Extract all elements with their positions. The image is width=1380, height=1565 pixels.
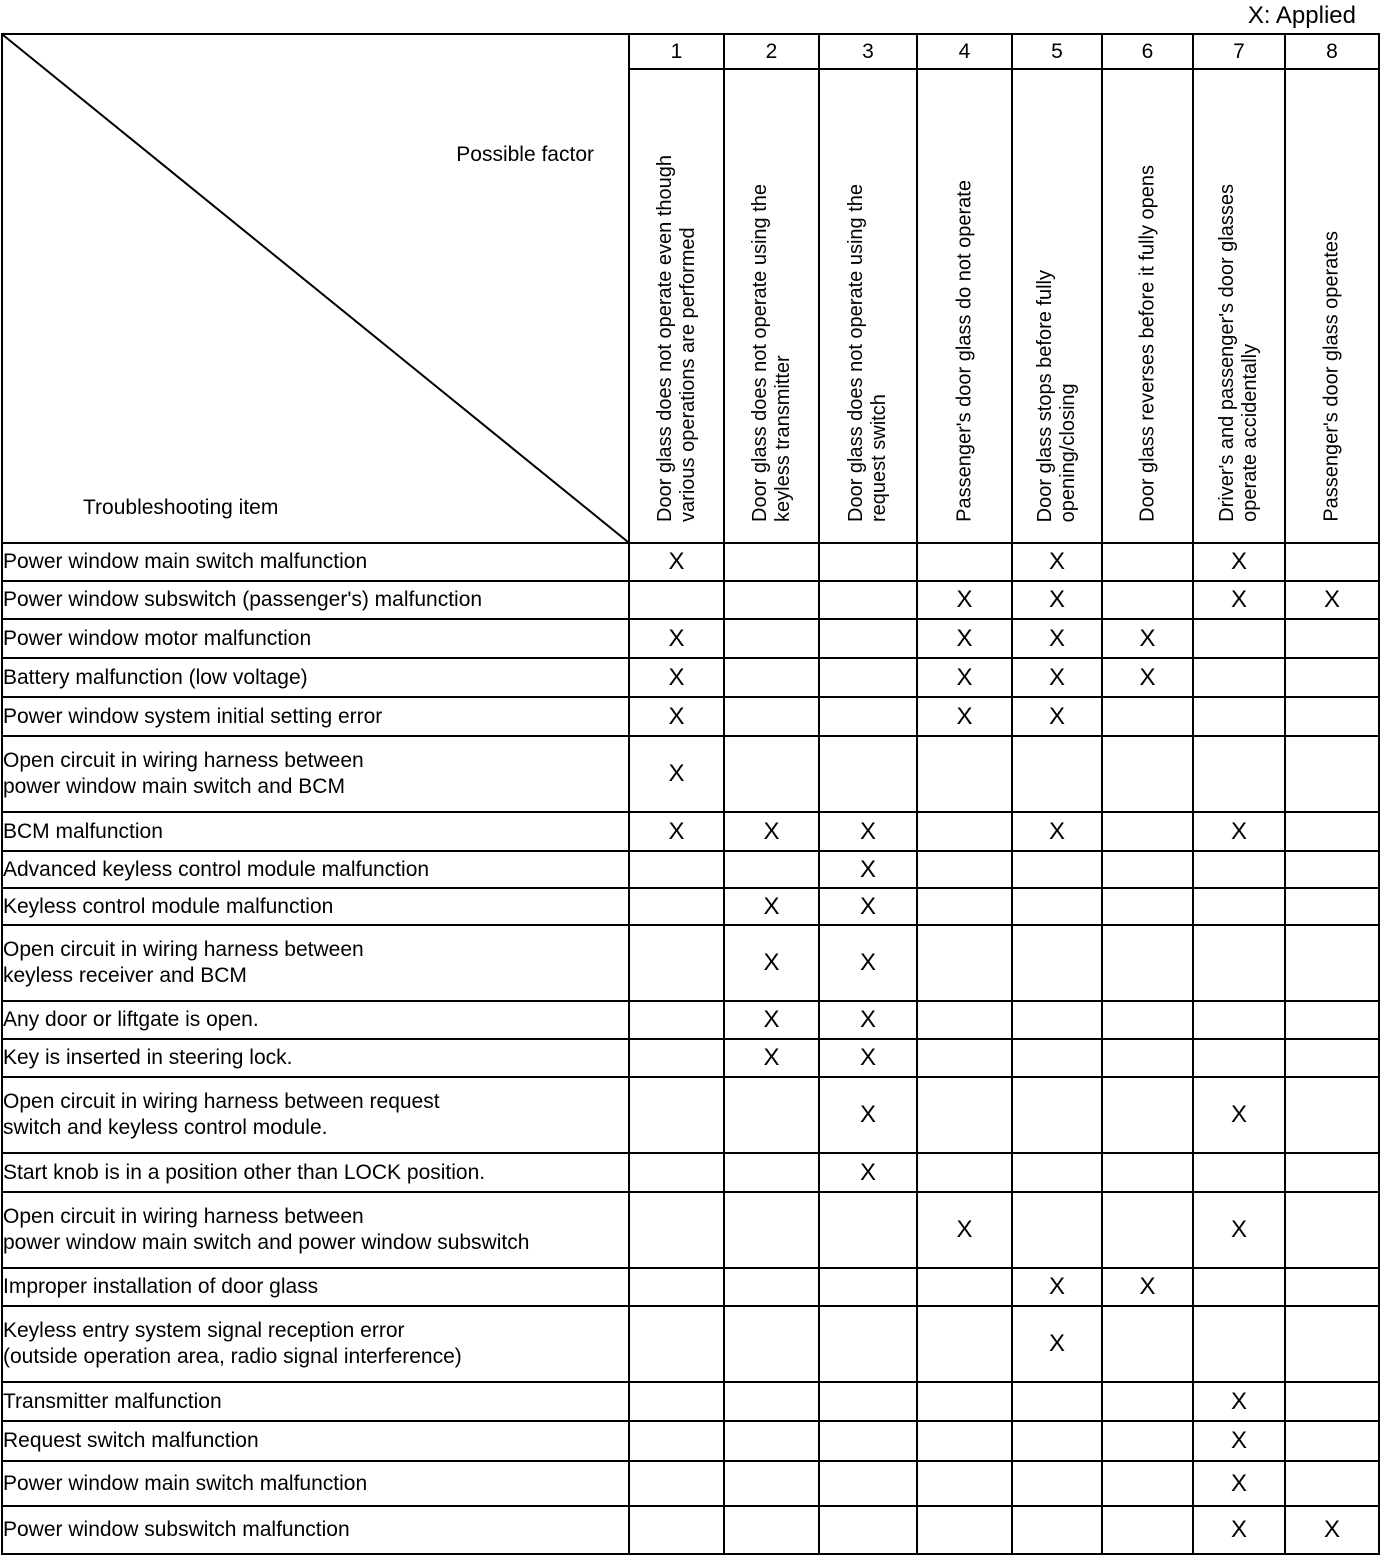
table-row [2, 1506, 1379, 1554]
applied-mark-cell [1012, 1421, 1102, 1461]
applied-mark-cell [917, 1077, 1012, 1153]
applied-mark-cell [1285, 812, 1379, 851]
applied-mark-cell: X [917, 1192, 1012, 1268]
applied-mark-cell [1193, 1039, 1285, 1077]
applied-mark-cell [1193, 1153, 1285, 1192]
applied-mark-cell [629, 888, 724, 925]
applied-mark-cell [1012, 736, 1102, 812]
applied-mark-cell: X [819, 1001, 917, 1039]
applied-mark-cell [629, 1268, 724, 1306]
applied-mark-cell [917, 1506, 1012, 1554]
applied-mark-cell [724, 1461, 819, 1506]
applied-mark-cell [1012, 1192, 1102, 1268]
applied-mark-cell [1012, 1382, 1102, 1421]
troubleshooting-item-cell: Keyless entry system signal reception error (outside operation area, radio signal interference) [2, 1306, 629, 1382]
applied-mark-cell: X [819, 1077, 917, 1153]
applied-mark-cell [1285, 1001, 1379, 1039]
applied-mark-cell: X [917, 658, 1012, 697]
applied-mark-cell [1285, 1268, 1379, 1306]
applied-mark-cell [1285, 543, 1379, 581]
applied-mark-cell [1285, 1306, 1379, 1382]
legend-applied: X: Applied [1247, 2, 1356, 29]
troubleshooting-item-cell: Open circuit in wiring harness between request switch and keyless control module. [2, 1077, 629, 1153]
table-row [2, 1421, 1379, 1461]
applied-mark-cell [1102, 581, 1193, 619]
table-row [2, 1306, 1379, 1382]
column-description-8 [1285, 69, 1379, 543]
applied-mark-cell [1285, 1153, 1379, 1192]
applied-mark-cell [1193, 697, 1285, 736]
column-description-2 [724, 69, 819, 543]
applied-mark-cell [917, 1039, 1012, 1077]
applied-mark-cell [724, 1382, 819, 1421]
applied-mark-cell [1193, 658, 1285, 697]
applied-mark-cell: X [819, 1039, 917, 1077]
column-number-1: 1 [629, 34, 724, 69]
applied-mark-cell: X [1285, 1506, 1379, 1554]
applied-mark-cell [724, 1506, 819, 1554]
applied-mark-cell [1102, 1039, 1193, 1077]
applied-mark-cell [629, 1461, 724, 1506]
applied-mark-cell [917, 1306, 1012, 1382]
applied-mark-cell: X [1012, 1306, 1102, 1382]
applied-mark-cell: X [1012, 543, 1102, 581]
table-row [2, 1382, 1379, 1421]
applied-mark-cell: X [1193, 581, 1285, 619]
applied-mark-cell: X [819, 925, 917, 1001]
applied-mark-cell: X [1285, 581, 1379, 619]
table-row [2, 1268, 1379, 1306]
column-description-text: Door glass does not operate using the request switch [845, 184, 890, 522]
applied-mark-cell [724, 581, 819, 619]
applied-mark-cell [1102, 925, 1193, 1001]
applied-mark-cell: X [1102, 1268, 1193, 1306]
applied-mark-cell [917, 1382, 1012, 1421]
applied-mark-cell [1193, 619, 1285, 658]
applied-mark-cell: X [1012, 812, 1102, 851]
table-row [2, 925, 1379, 1001]
applied-mark-cell [1102, 1506, 1193, 1554]
troubleshooting-item-cell: Key is inserted in steering lock. [2, 1039, 629, 1077]
applied-mark-cell [1102, 1382, 1193, 1421]
applied-mark-cell [819, 581, 917, 619]
applied-mark-cell [629, 1506, 724, 1554]
applied-mark-cell: X [1102, 619, 1193, 658]
column-description-text: Door glass stops before fully opening/closing [1034, 269, 1079, 522]
applied-mark-cell [1285, 619, 1379, 658]
applied-mark-cell [819, 619, 917, 658]
column-number-7: 7 [1193, 34, 1285, 69]
applied-mark-cell [1285, 925, 1379, 1001]
applied-mark-cell [1285, 1039, 1379, 1077]
applied-mark-cell: X [724, 925, 819, 1001]
troubleshooting-item-label: Troubleshooting item [83, 496, 279, 519]
applied-mark-cell [1012, 888, 1102, 925]
applied-mark-cell [917, 888, 1012, 925]
troubleshooting-item-cell: Transmitter malfunction [2, 1382, 629, 1421]
applied-mark-cell [724, 1153, 819, 1192]
applied-mark-cell [1102, 697, 1193, 736]
table-row [2, 619, 1379, 658]
applied-mark-cell [819, 736, 917, 812]
applied-mark-cell: X [1012, 658, 1102, 697]
applied-mark-cell [724, 697, 819, 736]
column-description-4 [917, 69, 1012, 543]
troubleshooting-item-cell: Power window subswitch malfunction [2, 1506, 629, 1554]
column-description-3 [819, 69, 917, 543]
applied-mark-cell [1102, 543, 1193, 581]
column-number-5: 5 [1012, 34, 1102, 69]
applied-mark-cell [1285, 658, 1379, 697]
applied-mark-cell [724, 1306, 819, 1382]
applied-mark-cell: X [819, 812, 917, 851]
table-row [2, 1077, 1379, 1153]
applied-mark-cell [819, 658, 917, 697]
possible-factor-label: Possible factor [456, 143, 594, 166]
applied-mark-cell [1285, 1461, 1379, 1506]
applied-mark-cell [1012, 851, 1102, 888]
applied-mark-cell [917, 851, 1012, 888]
applied-mark-cell [629, 1077, 724, 1153]
applied-mark-cell [1012, 1153, 1102, 1192]
applied-mark-cell [1102, 1421, 1193, 1461]
applied-mark-cell: X [1193, 1077, 1285, 1153]
applied-mark-cell: X [629, 812, 724, 851]
applied-mark-cell: X [917, 697, 1012, 736]
applied-mark-cell: X [629, 658, 724, 697]
applied-mark-cell [819, 1506, 917, 1554]
applied-mark-cell [1193, 888, 1285, 925]
column-number-8: 8 [1285, 34, 1379, 69]
applied-mark-cell [917, 736, 1012, 812]
applied-mark-cell [724, 736, 819, 812]
applied-mark-cell [819, 1421, 917, 1461]
troubleshooting-item-cell: Open circuit in wiring harness between power window main switch and BCM [2, 736, 629, 812]
column-description-1 [629, 69, 724, 543]
applied-mark-cell [1285, 736, 1379, 812]
applied-mark-cell [1285, 697, 1379, 736]
applied-mark-cell: X [1193, 543, 1285, 581]
applied-mark-cell [1285, 1077, 1379, 1153]
table-row [2, 1153, 1379, 1192]
applied-mark-cell: X [1193, 1382, 1285, 1421]
applied-mark-cell [1012, 1039, 1102, 1077]
table-row [2, 1192, 1379, 1268]
troubleshooting-item-cell: Power window main switch malfunction [2, 543, 629, 581]
table-row [2, 888, 1379, 925]
applied-mark-cell: X [1193, 1421, 1285, 1461]
applied-mark-cell: X [724, 812, 819, 851]
table-row [2, 851, 1379, 888]
table-row [2, 812, 1379, 851]
applied-mark-cell [819, 543, 917, 581]
applied-mark-cell [1285, 1421, 1379, 1461]
troubleshooting-item-cell: Open circuit in wiring harness between power window main switch and power window subswitch [2, 1192, 629, 1268]
column-description-5 [1012, 69, 1102, 543]
column-description-6 [1102, 69, 1193, 543]
applied-mark-cell [1285, 1382, 1379, 1421]
applied-mark-cell [1285, 1192, 1379, 1268]
applied-mark-cell [1193, 1001, 1285, 1039]
applied-mark-cell [819, 1382, 917, 1421]
applied-mark-cell [1012, 1461, 1102, 1506]
applied-mark-cell [1193, 1306, 1285, 1382]
applied-mark-cell [629, 581, 724, 619]
applied-mark-cell: X [629, 736, 724, 812]
troubleshooting-item-cell: Power window motor malfunction [2, 619, 629, 658]
applied-mark-cell [1193, 736, 1285, 812]
troubleshooting-matrix [1, 33, 1380, 1555]
troubleshooting-item-cell: Power window system initial setting error [2, 697, 629, 736]
table-row [2, 581, 1379, 619]
column-description-7 [1193, 69, 1285, 543]
applied-mark-cell [819, 1192, 917, 1268]
troubleshooting-item-cell: Any door or liftgate is open. [2, 1001, 629, 1039]
applied-mark-cell: X [629, 543, 724, 581]
column-description-text: Door glass does not operate even though various operations are performed [653, 155, 699, 522]
column-number-2: 2 [724, 34, 819, 69]
applied-mark-cell: X [629, 697, 724, 736]
diagonal-line [3, 35, 628, 542]
applied-mark-cell [1012, 925, 1102, 1001]
applied-mark-cell [1012, 1001, 1102, 1039]
troubleshooting-item-cell: Power window subswitch (passenger's) malfunction [2, 581, 629, 619]
applied-mark-cell [1012, 1506, 1102, 1554]
troubleshooting-item-cell: Request switch malfunction [2, 1421, 629, 1461]
applied-mark-cell: X [1193, 1192, 1285, 1268]
troubleshooting-item-cell: Keyless control module malfunction [2, 888, 629, 925]
table-row [2, 543, 1379, 581]
applied-mark-cell [917, 1461, 1012, 1506]
troubleshooting-item-cell: Power window main switch malfunction [2, 1461, 629, 1506]
applied-mark-cell [629, 1153, 724, 1192]
applied-mark-cell [1193, 851, 1285, 888]
applied-mark-cell: X [1102, 658, 1193, 697]
applied-mark-cell: X [819, 851, 917, 888]
applied-mark-cell [917, 1421, 1012, 1461]
applied-mark-cell: X [1012, 1268, 1102, 1306]
applied-mark-cell: X [724, 1001, 819, 1039]
applied-mark-cell [1102, 1192, 1193, 1268]
applied-mark-cell: X [1193, 812, 1285, 851]
applied-mark-cell [1102, 1461, 1193, 1506]
applied-mark-cell [724, 1192, 819, 1268]
troubleshooting-item-cell: Advanced keyless control module malfunction [2, 851, 629, 888]
troubleshooting-item-cell: Open circuit in wiring harness between keyless receiver and BCM [2, 925, 629, 1001]
table-row [2, 1001, 1379, 1039]
applied-mark-cell [629, 1039, 724, 1077]
applied-mark-cell: X [1193, 1506, 1285, 1554]
applied-mark-cell [724, 1077, 819, 1153]
table-row [2, 1461, 1379, 1506]
applied-mark-cell [819, 697, 917, 736]
applied-mark-cell [819, 1306, 917, 1382]
applied-mark-cell: X [1012, 619, 1102, 658]
column-description-text: Door glass reverses before it fully opens [1136, 165, 1158, 522]
applied-mark-cell [1193, 925, 1285, 1001]
troubleshooting-item-cell: BCM malfunction [2, 812, 629, 851]
applied-mark-cell: X [629, 619, 724, 658]
column-description-text: Passenger's door glass do not operate [953, 180, 975, 522]
applied-mark-cell [629, 851, 724, 888]
applied-mark-cell [819, 1461, 917, 1506]
applied-mark-cell [724, 1421, 819, 1461]
applied-mark-cell: X [917, 619, 1012, 658]
applied-mark-cell [724, 543, 819, 581]
applied-mark-cell [1102, 851, 1193, 888]
applied-mark-cell: X [819, 888, 917, 925]
applied-mark-cell: X [1012, 581, 1102, 619]
applied-mark-cell [724, 851, 819, 888]
applied-mark-cell [917, 812, 1012, 851]
troubleshooting-item-cell: Start knob is in a position other than LOCK position. [2, 1153, 629, 1192]
table-row [2, 658, 1379, 697]
applied-mark-cell [1285, 851, 1379, 888]
applied-mark-cell: X [917, 581, 1012, 619]
table-row [2, 1039, 1379, 1077]
applied-mark-cell [629, 1306, 724, 1382]
column-number-6: 6 [1102, 34, 1193, 69]
column-number-4: 4 [917, 34, 1012, 69]
applied-mark-cell [629, 1192, 724, 1268]
applied-mark-cell [1012, 1077, 1102, 1153]
applied-mark-cell [1102, 888, 1193, 925]
troubleshooting-item-cell: Improper installation of door glass [2, 1268, 629, 1306]
applied-mark-cell [1102, 1077, 1193, 1153]
table-row [2, 697, 1379, 736]
diagonal-header-cell [2, 34, 629, 543]
applied-mark-cell: X [724, 888, 819, 925]
applied-mark-cell [629, 1382, 724, 1421]
column-description-text: Passenger's door glass operates [1320, 231, 1343, 522]
column-description-text: Driver's and passenger's door glasses operate accidentally [1216, 184, 1261, 522]
applied-mark-cell [1102, 1306, 1193, 1382]
applied-mark-cell [917, 925, 1012, 1001]
applied-mark-cell [1193, 1268, 1285, 1306]
applied-mark-cell [1102, 1001, 1193, 1039]
applied-mark-cell [724, 619, 819, 658]
applied-mark-cell [917, 1268, 1012, 1306]
applied-mark-cell [1285, 888, 1379, 925]
applied-mark-cell [1102, 736, 1193, 812]
column-number-3: 3 [819, 34, 917, 69]
applied-mark-cell [724, 1268, 819, 1306]
table-row [2, 736, 1379, 812]
troubleshooting-item-cell: Battery malfunction (low voltage) [2, 658, 629, 697]
applied-mark-cell [1102, 812, 1193, 851]
applied-mark-cell [629, 1421, 724, 1461]
applied-mark-cell [917, 1001, 1012, 1039]
column-description-text: Door glass does not operate using the keyless transmitter [748, 184, 794, 522]
applied-mark-cell [917, 1153, 1012, 1192]
applied-mark-cell [917, 543, 1012, 581]
applied-mark-cell [724, 658, 819, 697]
header-number-row [2, 34, 1379, 69]
applied-mark-cell: X [819, 1153, 917, 1192]
applied-mark-cell [629, 925, 724, 1001]
applied-mark-cell [629, 1001, 724, 1039]
applied-mark-cell: X [1193, 1461, 1285, 1506]
applied-mark-cell: X [724, 1039, 819, 1077]
applied-mark-cell [1102, 1153, 1193, 1192]
applied-mark-cell: X [1012, 697, 1102, 736]
applied-mark-cell [819, 1268, 917, 1306]
